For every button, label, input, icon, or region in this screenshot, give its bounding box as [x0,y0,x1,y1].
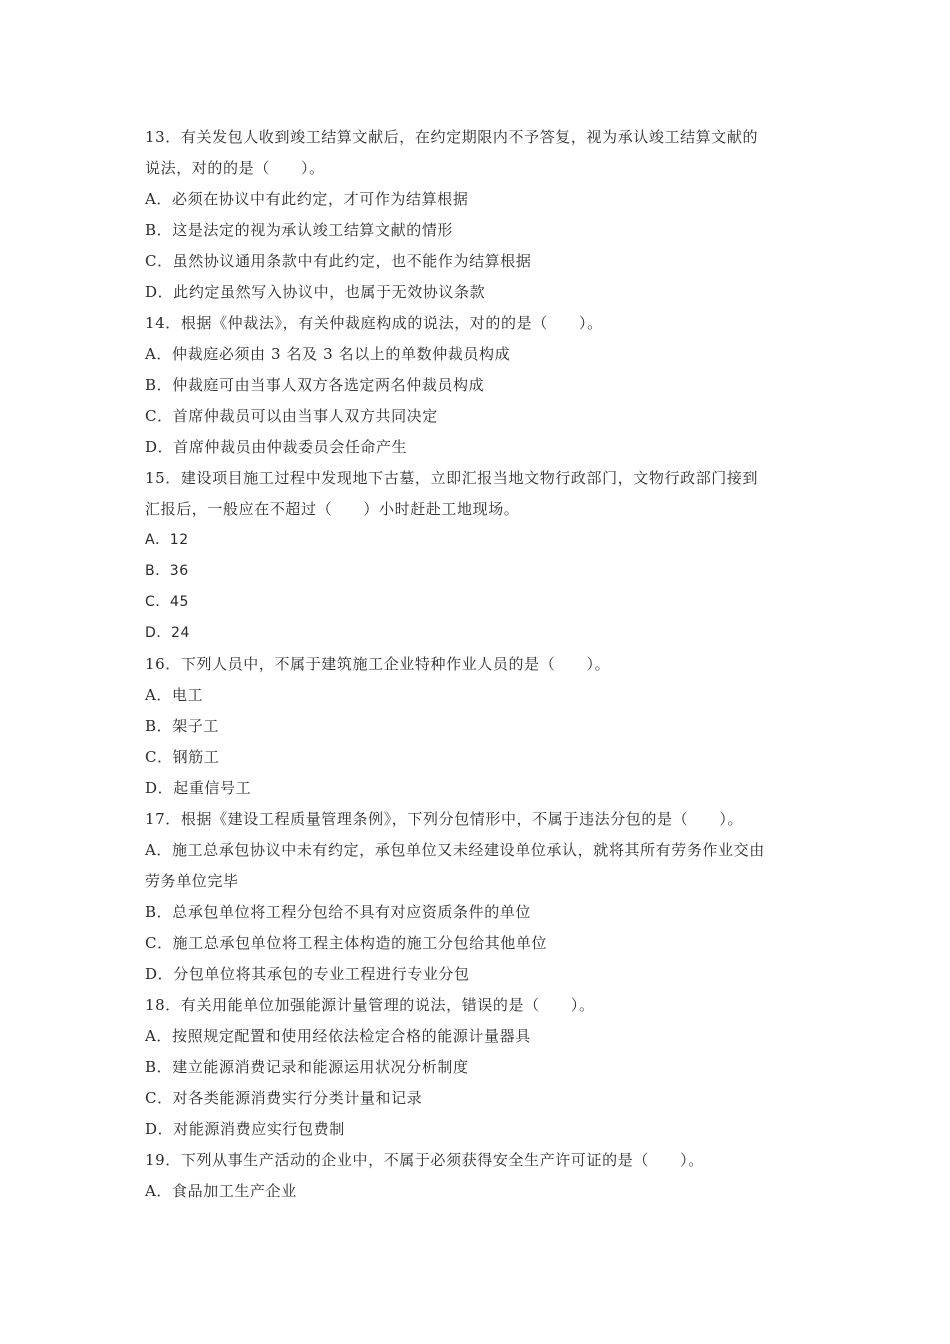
document-page [145,122,815,1207]
answer-option: D．起重信号工 [145,779,252,797]
question-18 [145,990,815,1145]
question-15 [145,463,815,649]
answer-option: C．虽然协议通用条款中有此约定，也不能作为结算根据 [145,252,532,270]
question-stem: 17．根据《建设工程质量管理条例》，下列分包情形中，不属于违法分包的是（ ）。 [145,810,744,828]
answer-option: A．必须在协议中有此约定，才可作为结算根据 [145,190,469,208]
question-19 [145,1145,815,1207]
question-stem: 16．下列人员中，不属于建筑施工企业特种作业人员的是（ ）。 [145,655,611,673]
answer-option: 劳务单位完毕 [145,872,239,890]
answer-option: D．此约定虽然写入协议中，也属于无效协议条款 [145,283,486,301]
question-stem: 15．建设项目施工过程中发现地下古墓，立即汇报当地文物行政部门，文物行政部门接到 [145,469,759,487]
answer-option: A．按照规定配置和使用经依法检定合格的能源计量器具 [145,1027,531,1045]
question-stem: 14．根据《仲裁法》，有关仲裁庭构成的说法，对的的是（ ）。 [145,314,603,332]
answer-option: C．施工总承包单位将工程主体构造的施工分包给其他单位 [145,934,548,952]
answer-option: C．首席仲裁员可以由当事人双方共同决定 [145,407,438,425]
answer-option: A．仲裁庭必须由 3 名及 3 名以上的单数仲裁员构成 [145,345,511,363]
answer-option: B．架子工 [145,717,220,735]
answer-option: D．首席仲裁员由仲裁委员会任命产生 [145,438,408,456]
answer-option: B．36 [145,563,189,579]
question-13 [145,122,815,308]
question-17 [145,804,815,990]
answer-option: C．45 [145,594,189,610]
answer-option: A．施工总承包协议中未有约定，承包单位又未经建设单位承认，就将其所有劳务作业交由 [145,841,765,859]
question-stem: 汇报后，一般应在不超过（ ）小时赶赴工地现场。 [145,500,520,518]
answer-option: C．对各类能源消费实行分类计量和记录 [145,1089,423,1107]
answer-option: A．电工 [145,686,204,704]
answer-option: D．24 [145,625,190,641]
answer-option: A．食品加工生产企业 [145,1182,297,1200]
question-16 [145,649,815,804]
question-stem: 19．下列从事生产活动的企业中，不属于必须获得安全生产许可证的是（ ）。 [145,1151,704,1169]
answer-option: B．这是法定的视为承认竣工结算文献的情形 [145,221,454,239]
question-stem: 13．有关发包人收到竣工结算文献后，在约定期限内不予答复，视为承认竣工结算文献的 [145,128,759,146]
answer-option: D．对能源消费应实行包费制 [145,1120,345,1138]
answer-option: B．总承包单位将工程分包给不具有对应资质条件的单位 [145,903,532,921]
question-stem: 18．有关用能单位加强能源计量管理的说法，错误的是（ ）。 [145,996,595,1014]
answer-option: B．建立能源消费记录和能源运用状况分析制度 [145,1058,469,1076]
answer-option: D．分包单位将其承包的专业工程进行专业分包 [145,965,470,983]
question-14 [145,308,815,463]
answer-option: A．12 [145,532,189,548]
answer-option: C．钢筋工 [145,748,220,766]
answer-option: B．仲裁庭可由当事人双方各选定两名仲裁员构成 [145,376,485,394]
question-stem: 说法，对的的是（ ）。 [145,159,325,177]
